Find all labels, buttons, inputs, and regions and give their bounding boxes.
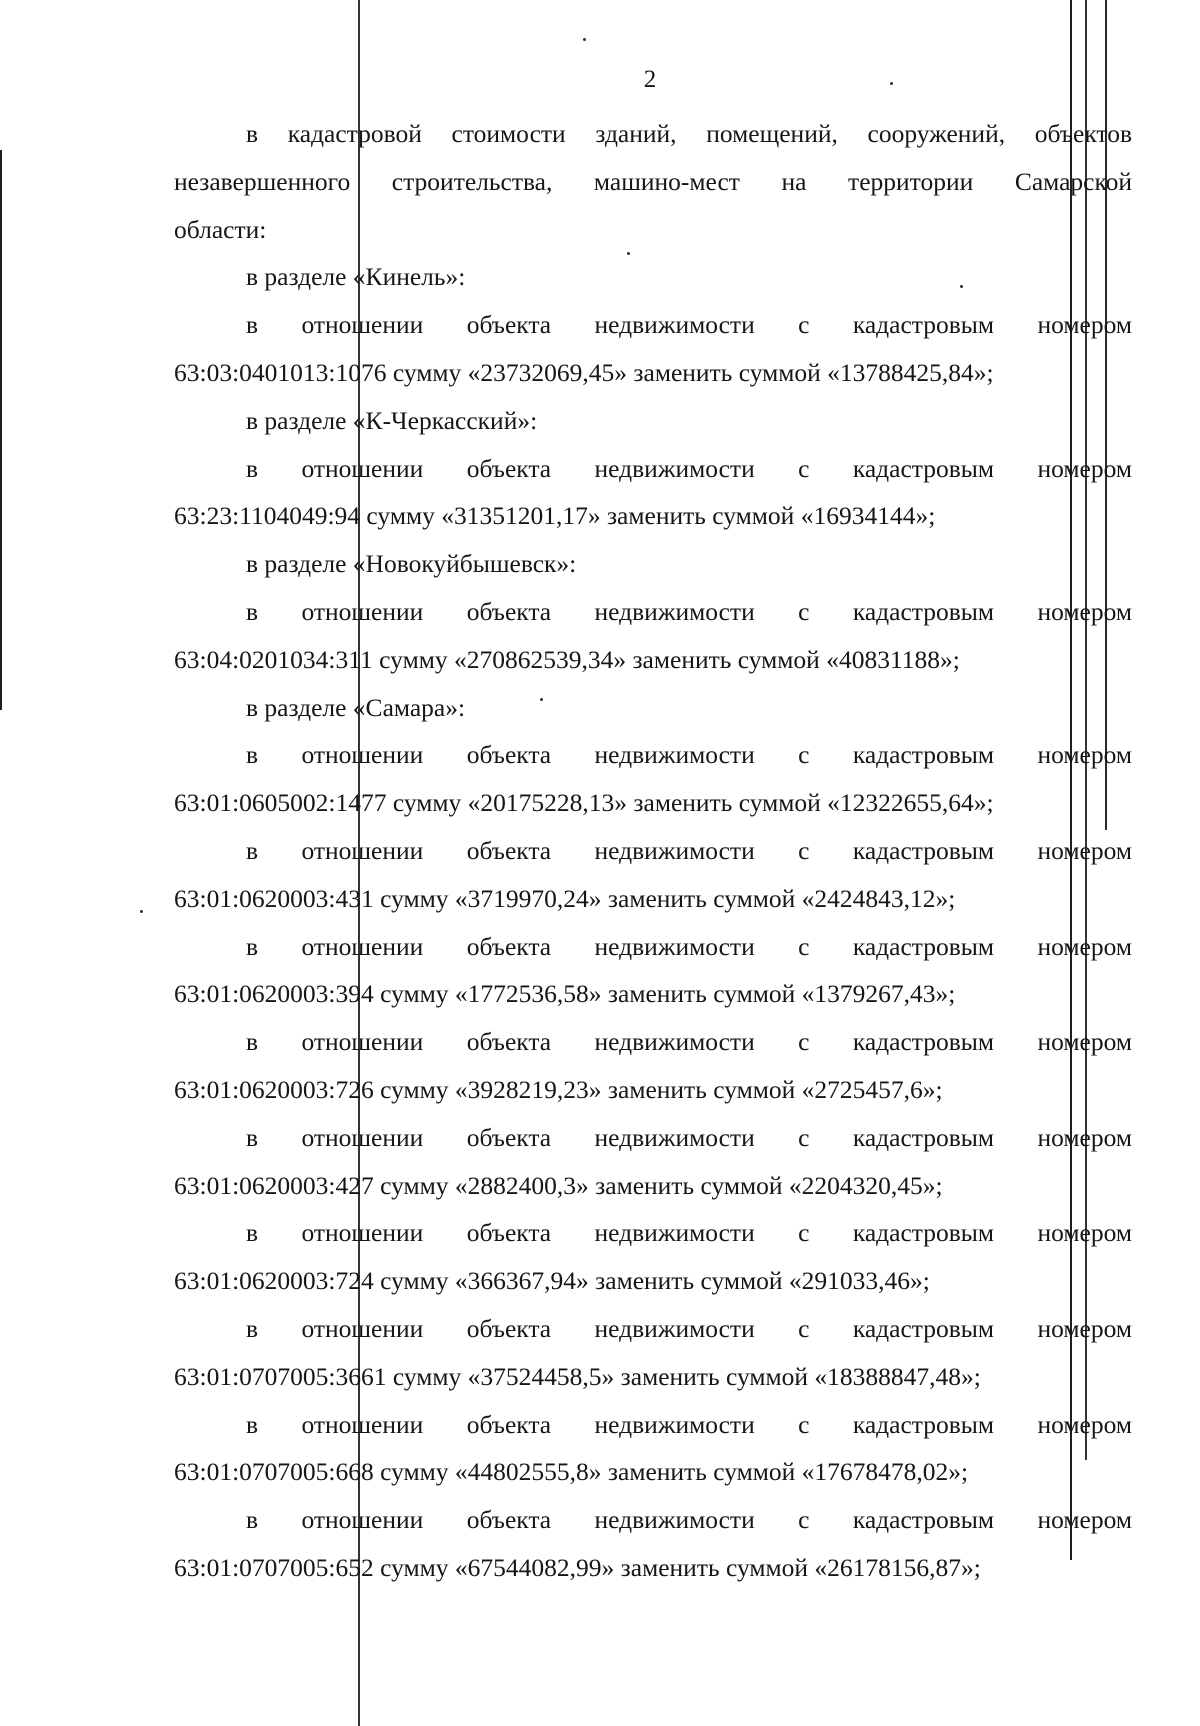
entry-line-1: в отношении объекта недвижимости с кадастровым номером — [246, 1027, 1132, 1057]
entry-line-1: в отношении объекта недвижимости с кадастровым номером — [246, 596, 1132, 626]
intro-line-2: незавершенного строительства, машино-мест на территории Самарской — [174, 166, 1132, 196]
entry-line-1: в отношении объекта недвижимости с кадастровым номером — [246, 1218, 1132, 1248]
entry-line-1: в отношении объекта недвижимости с кадастровым номером — [246, 1409, 1132, 1439]
entry-line-2: 63:01:0707005:652 сумму «67544082,99» заменить суммой «26178156,87»; — [174, 1552, 981, 1582]
section-kinel — [174, 253, 1132, 396]
page-number: 2 — [643, 66, 657, 93]
entry-line-2: 63:01:0620003:431 сумму «3719970,24» заменить суммой «2424843,12»; — [174, 883, 956, 913]
scan-edge-line — [0, 150, 2, 710]
section-heading: в разделе «Кинель»: — [246, 262, 466, 292]
entry-line-1: в отношении объекта недвижимости с кадастровым номером — [246, 453, 1132, 483]
entry-line-2: 63:04:0201034:311 сумму «270862539,34» заменить суммой «40831188»; — [174, 644, 960, 674]
entry-line-2: 63:01:0620003:427 сумму «2882400,3» заменить суммой «2204320,45»; — [174, 1170, 943, 1200]
entry-line-2: 63:01:0620003:726 сумму «3928219,23» заменить суммой «2725457,6»; — [174, 1074, 943, 1104]
section-heading: в разделе «Новокуйбышевск»: — [246, 549, 577, 579]
scan-speck — [583, 38, 586, 41]
intro-paragraph — [174, 110, 1132, 253]
section-k-cherkassky — [174, 397, 1132, 540]
intro-line-3: области: — [174, 214, 267, 244]
section-heading: в разделе «Самара»: — [246, 692, 466, 722]
intro-line-1: в кадастровой стоимости зданий, помещений, сооружений, объектов — [246, 119, 1132, 148]
entry-line-2: 63:01:0605002:1477 сумму «20175228,13» заменить суммой «12322655,64»; — [174, 788, 994, 818]
entry-line-2: 63:01:0620003:724 сумму «366367,94» заменить суммой «291033,46»; — [174, 1266, 930, 1296]
entry-line-2: 63:03:0401013:1076 сумму «23732069,45» заменить суммой «13788425,84»; — [174, 357, 994, 387]
entry-line-2: 63:23:1104049:94 сумму «31351201,17» заменить суммой «16934144»; — [174, 501, 936, 531]
document-body — [174, 110, 1132, 1592]
entry-line-1: в отношении объекта недвижимости с кадастровым номером — [246, 1122, 1132, 1152]
section-novokuibyshevsk — [174, 540, 1132, 683]
entry-line-1: в отношении объекта недвижимости с кадастровым номером — [246, 1505, 1132, 1535]
entry-line-1: в отношении объекта недвижимости с кадастровым номером — [246, 835, 1132, 865]
entry-line-1: в отношении объекта недвижимости с кадастровым номером — [246, 310, 1132, 340]
section-samara — [174, 684, 1132, 1592]
entry-line-1: в отношении объекта недвижимости с кадастровым номером — [246, 931, 1132, 961]
entry-line-2: 63:01:0620003:394 сумму «1772536,58» заменить суммой «1379267,43»; — [174, 979, 956, 1009]
scan-speck — [140, 910, 143, 913]
entry-line-2: 63:01:0707005:668 сумму «44802555,8» заменить суммой «17678478,02»; — [174, 1457, 969, 1487]
section-heading: в разделе «К-Черкасский»: — [246, 405, 538, 435]
entry-line-1: в отношении объекта недвижимости с кадастровым номером — [246, 1313, 1132, 1343]
entry-line-1: в отношении объекта недвижимости с кадастровым номером — [246, 740, 1132, 770]
entry-line-2: 63:01:0707005:3661 сумму «37524458,5» заменить суммой «18388847,48»; — [174, 1361, 981, 1391]
